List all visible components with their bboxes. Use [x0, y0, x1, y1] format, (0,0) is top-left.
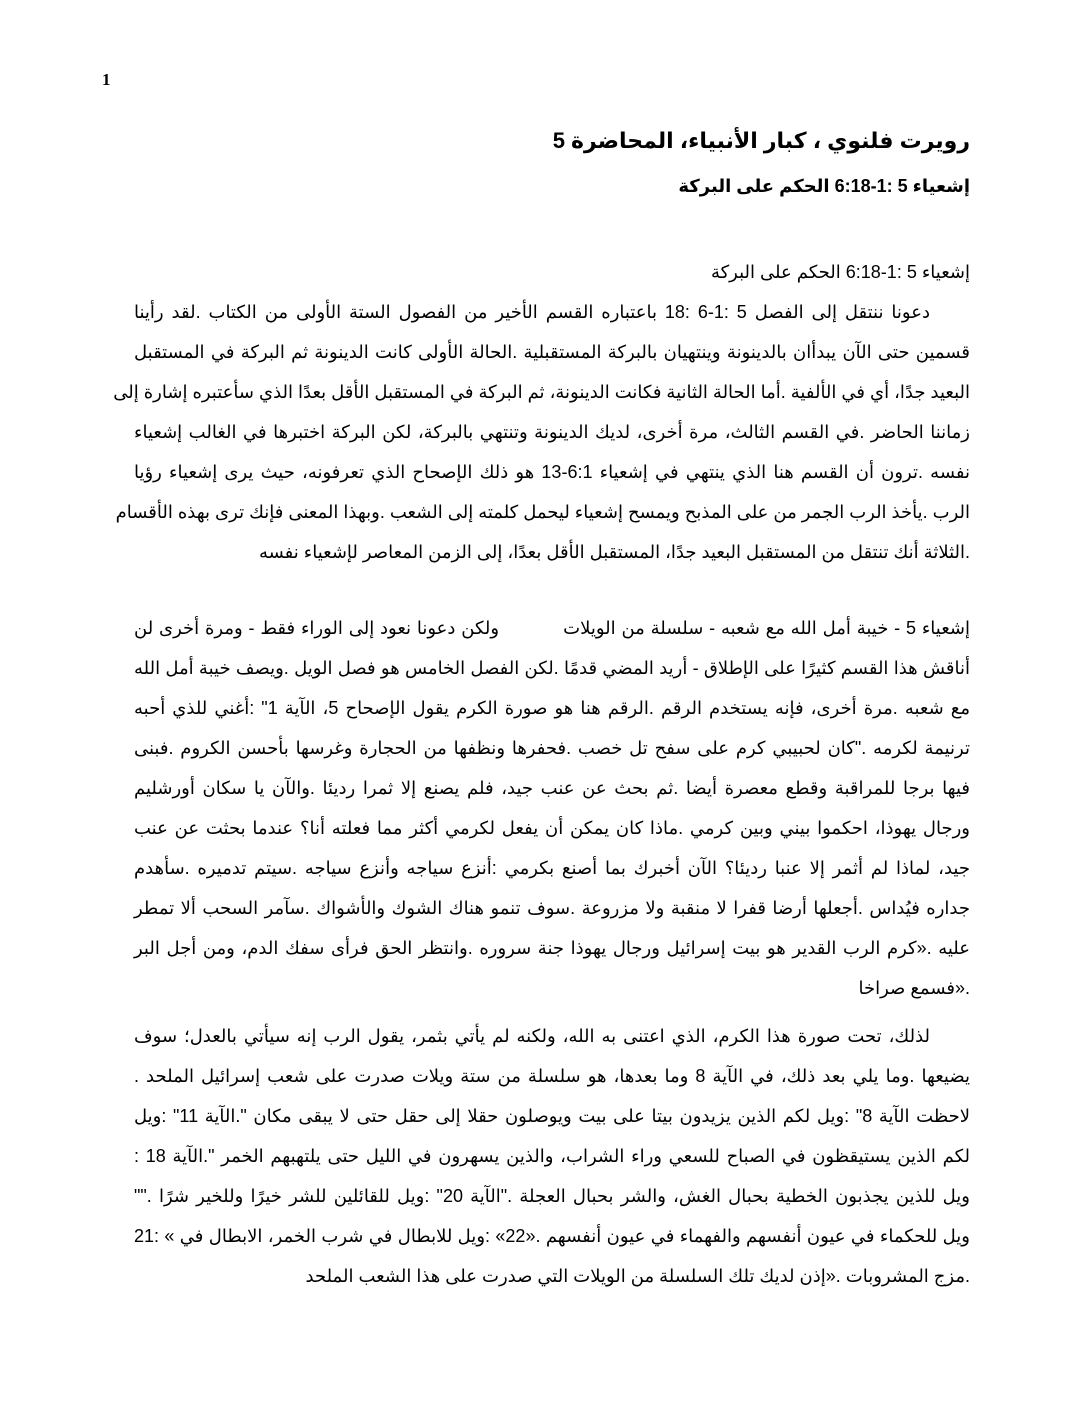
paragraph-line: لكم الذين يستيقظون في الصباح للسعي وراء الشراب، والذين يسهرون في الليل حتى يلتهبهم الخمر ".الآية 18 : [134, 1146, 970, 1166]
section-heading: إشعياء 5 :1-6:18 الحكم على البركة [710, 262, 970, 282]
paragraph-line: لاحظت الآية 8" :ويل لكم الذين يزيدون بيتا على بيت ويوصلون حقلا إلى حقل حتى لا يبقى مكان ".الآية 11" :ويل [134, 1106, 971, 1126]
document-subtitle: إشعياء 5 :1-6:18 الحكم على البركة [678, 176, 970, 196]
paragraph-line: ويل للحكماء في عيون أنفسهم والفهماء في عيون أنفسهم .«22» :ويل للابطال في شرب الخمر، الابطال في » :21 [134, 1226, 970, 1246]
paragraph-line: ويل للذين يجذبون الخطية بحبال الغش، والشر بحبال العجلة ."الآية 20" :ويل للقائلين للشر خيرًا وللخير شرًا ."" [134, 1186, 970, 1206]
paragraph-line: إشعياء 5 - خيبة أمل الله مع شعبه - سلسلة من الويلات ولكن دعونا نعود إلى الوراء فقط - ومرة أخرى لن [134, 618, 970, 638]
paragraph-line: دعونا ننتقل إلى الفصل 5 :1-6 :18 باعتباره القسم الأخير من الفصول الستة الأولى من الكتاب .لقد رأينا [134, 302, 930, 322]
paragraph-line: أناقش هذا القسم كثيرًا على الإطلاق - أريد المضي قدمًا .لكن الفصل الخامس هو فصل الويل .ويصف خيبة أمل الله [134, 658, 970, 678]
section-woes [134, 608, 970, 1008]
paragraph-line: جيد، لماذا لم أثمر إلا عنبا رديئا؟ الآن أخبرك بما أصنع بكرمي :أنزع سياجه وأنزع سياجه .سيتم تدميره .سأهدم [134, 858, 970, 878]
paragraph-line: نفسه .ترون أن القسم هنا الذي ينتهي في إشعياء 6:1-13 هو ذلك الإصحاح الذي تعرفونه، حيث يرى إشعياء رؤيا [134, 462, 970, 482]
paragraph-line: ترنيمة لكرمه ."كان لحبيبي كرم على سفح تل خصب .فحفرها ونظفها من الحجارة وغرسها بأحسن الكروم .فبنى [134, 738, 970, 758]
paragraph-line: مع شعبه .مرة أخرى، فإنه يستخدم الرقم .الرقم هنا هو صورة الكرم يقول الإصحاح 5، الآية 1" :أغني للذي أحبه [134, 698, 970, 718]
paragraph-line: البعيد جدًا، أي في الألفية .أما الحالة الثانية فكانت الدينونة، ثم البركة في المستقبل الأقل بعدًا الذي سأعتبره إشارة إلى [113, 382, 970, 402]
paragraph-line: .«فسمع صراخا [858, 978, 970, 998]
paragraph-line: .مزج المشروبات .«إذن لديك تلك السلسلة من الويلات التي صدرت على هذا الشعب الملحد [305, 1266, 970, 1286]
paragraph-line: الرب .يأخذ الرب الجمر من على المذبح ويمسح إشعياء ليحمل كلمته إلى الشعب .وبهذا المعنى فإنك ترى بهذه الأقسام [115, 502, 970, 522]
paragraph-line: جداره فيُداس .أجعلها أرضا قفرا لا منقبة ولا مزروعة .سوف تنمو هناك الشوك والأشواك .سآمر السحب ألا تمطر [134, 898, 970, 918]
document-title: رويرت فلنوي ، كبار الأنبياء، المحاضرة 5 [552, 128, 970, 153]
paragraph-line: عليه .«كرم الرب القدير هو بيت إسرائيل ورجال يهوذا جنة سروره .وانتظر الحق فرأى سفك الدم، ومن أجل البر [134, 938, 970, 958]
paragraph-line: .الثلاثة أنك تنتقل من المستقبل البعيد جدًا، المستقبل الأقل بعدًا، إلى الزمن المعاصر لإشعياء نفسه [258, 542, 970, 562]
section-six-woes [134, 1016, 970, 1296]
paragraph-line: لذلك، تحت صورة هذا الكرم، الذي اعتنى به الله، ولكنه لم يأتي بثمر، يقول الرب إنه سيأتي بالعدل؛ سوف [134, 1026, 930, 1046]
paragraph-line: قسمين حتى الآن يبدأان بالدينونة وينتهيان بالبركة المستقبلية .الحالة الأولى كانت الدينونة ثم البركة في المستقبل [134, 342, 970, 362]
page-number: 1 [102, 70, 111, 89]
paragraph-line: فيها برجا للمراقبة وقطع معصرة أيضا .ثم بحث عن عنب جيد، فلم يصنع إلا ثمرا رديئا .والآن يا سكان أورشليم [134, 778, 970, 798]
paragraph-line: ورجال يهوذا، احكموا بيني وبين كرمي .ماذا كان يمكن أن يفعل لكرمي أكثر مما فعلته أنا؟ عندما بحثت عن عنب [134, 818, 970, 838]
paragraph-line: زماننا الحاضر .في القسم الثالث، مرة أخرى، لديك الدينونة وتنتهي بالبركة، لكن البركة اختبرها في الغالب إشعياء [134, 422, 970, 442]
section-judgment-and-blessing [113, 252, 970, 572]
paragraph-line: يضيعها .وما يلي بعد ذلك، في الآية 8 وما بعدها، هو سلسلة من ستة ويلات صدرت على شعب إسرائيل الملحد . [134, 1066, 970, 1086]
